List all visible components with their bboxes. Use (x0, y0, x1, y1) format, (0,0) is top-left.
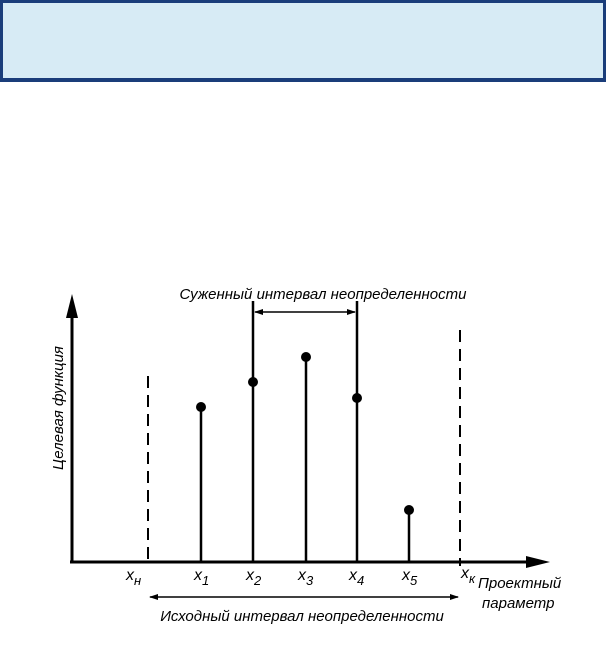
tick-label-x2: $x_2$ (246, 567, 262, 588)
original-interval-label: Исходный интервал неопределенности (160, 608, 444, 625)
y-axis-label: Целевая функция (50, 346, 67, 470)
point-x3 (301, 352, 311, 362)
tick-label-lower-bound: $x_н$ (126, 567, 142, 588)
point-x4 (352, 393, 362, 403)
original-interval-arrowhead-right (450, 594, 459, 600)
point-x1 (196, 402, 206, 412)
point-x2 (248, 377, 258, 387)
original-interval-arrowhead-left (149, 594, 158, 600)
x-axis-arrowhead (526, 556, 550, 568)
point-x5 (404, 505, 414, 515)
tick-label-x3: $x_3$ (298, 567, 314, 588)
tick-label-x4: $x_4$ (349, 567, 365, 588)
tick-label-upper-bound: $x_к$ (461, 565, 476, 586)
x-axis-label-line2: параметр (482, 595, 555, 612)
tick-label-x5: $x_5$ (402, 567, 418, 588)
y-axis-arrowhead (66, 294, 78, 318)
narrowed-interval-arrowhead-right (347, 309, 356, 315)
narrowed-interval-label: Суженный интервал неопределенности (179, 286, 467, 303)
tick-label-x1: $x_1$ (194, 567, 210, 588)
x-axis-label-line1: Проектный (478, 575, 562, 592)
narrowed-interval-arrowhead-left (254, 309, 263, 315)
